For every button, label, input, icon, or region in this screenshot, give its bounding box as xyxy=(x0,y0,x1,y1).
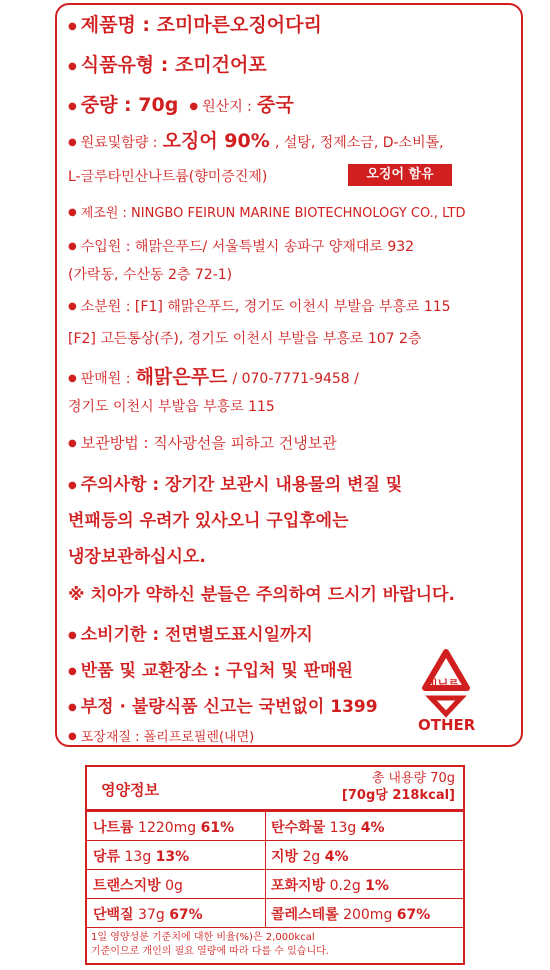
importer-line1: ● 수입원 : 해맑은푸드/ 서울특별시 송파구 양재대로 932 xyxy=(68,236,414,256)
packaging: ● 포장재질 : 폴리프로필렌(내면) xyxy=(68,726,254,745)
nutrient-name: 지방 xyxy=(271,849,299,865)
nutrient-pct: 67% xyxy=(169,907,203,923)
nutrient-name: 콜레스테롤 xyxy=(271,907,339,923)
origin-value: 중국 xyxy=(256,94,294,116)
nutrient-name: 단백질 xyxy=(93,907,134,923)
exchange: ● 반품 및 교환장소 : 구입처 및 판매원 xyxy=(68,656,353,681)
nutrition-header xyxy=(87,767,463,812)
seller-address: 경기도 이천시 부발읍 부흥로 115 xyxy=(68,399,275,415)
nutrient-amount: 0.2g xyxy=(329,878,361,894)
nutrient-name: 나트륨 xyxy=(93,820,134,836)
nutrient-amount: 200mg xyxy=(343,907,393,923)
nutrition-row xyxy=(87,841,463,870)
seller-name: 해맑은푸드 xyxy=(135,366,228,388)
nutrient-pct: 4% xyxy=(324,849,349,865)
ingredients-line2: L-글루타민산나트륨(향미증진제) xyxy=(68,169,268,185)
importer-line2: (가락동, 수산동 2층 72-1) xyxy=(68,267,233,283)
subdivider-line2: [F2] 고든통상(주), 경기도 이천시 부발읍 부흥로 107 2층 xyxy=(68,331,422,347)
nutrient-pct: 67% xyxy=(396,907,431,923)
nutrient-pct: 1% xyxy=(365,878,389,894)
ingredients-line xyxy=(68,126,444,153)
subdivider-line1: ● 소분원 : [F1] 해맑은푸드, 경기도 이천시 부발읍 부흥로 115 xyxy=(68,296,451,316)
nutrition-row xyxy=(87,812,463,841)
weight-origin-line xyxy=(68,90,294,117)
nutrient-amount: 0g xyxy=(165,878,183,894)
nutrient-name: 탄수화물 xyxy=(271,820,326,836)
ingredients-main: 오징어 90% xyxy=(162,130,270,152)
nutrient-pct: 13% xyxy=(155,849,190,865)
nutrient-name: 트랜스지방 xyxy=(93,878,161,894)
recycle-label: 비닐류 xyxy=(427,678,459,691)
weight: ● 중량 : 70g xyxy=(68,94,178,116)
nutrient-amount: 37g xyxy=(138,907,165,923)
nutrient-name: 포화지방 xyxy=(271,878,326,894)
nutrition-title: 영양정보 xyxy=(101,781,159,799)
ingredients-label: ● 원료및함량 : xyxy=(68,135,158,151)
nutrition-footnote xyxy=(91,931,329,959)
ingredients-rest: , 설탕, 정제소금, D-소비톨, xyxy=(274,135,444,151)
nutrient-amount: 1220mg xyxy=(138,820,197,836)
footnote-line2: 기준이므로 개인의 필요 열량에 따라 다를 수 있습니다. xyxy=(91,946,329,957)
cell-divider xyxy=(265,870,266,898)
contains-badge: 오징어 함유 xyxy=(348,164,452,186)
seller-phone: / 070-7771-9458 / xyxy=(232,371,359,387)
nutrition-table xyxy=(85,765,465,965)
note: ※ 치아가 약하신 분들은 주의하여 드시기 바랍니다. xyxy=(68,585,455,605)
nutrient-pct: 61% xyxy=(200,820,235,836)
caution-line1: ● 주의사항 : 장기간 보관시 내용물의 변질 및 xyxy=(68,470,402,495)
storage: ● 보관방법 : 직사광선을 피하고 건냉보관 xyxy=(68,432,337,453)
origin-label: ● 원산지 : xyxy=(189,99,251,115)
seller-label: ● 판매원 : xyxy=(68,371,130,387)
report: ● 부정 · 불량식품 신고는 국번없이 1399 xyxy=(68,692,378,717)
product-name: ● 제품명 : 조미마른오징어다리 xyxy=(68,10,322,37)
nutrition-row xyxy=(87,870,463,899)
cell-divider xyxy=(265,841,266,869)
nutrition-row xyxy=(87,899,463,928)
seller-line xyxy=(68,362,359,389)
nutrient-pct: 4% xyxy=(360,820,385,836)
nutrient-name: 당류 xyxy=(93,849,121,865)
caution-line2: 변패등의 우려가 있사오니 구입후에는 xyxy=(68,511,349,531)
cell-divider xyxy=(265,812,266,840)
footnote-line1: 1일 영양성분 기준치에 대한 비율(%)은 2,000kcal xyxy=(91,932,315,943)
nutrient-amount: 13g xyxy=(124,849,152,865)
food-type: ● 식품유형 : 조미건어포 xyxy=(68,50,267,77)
cell-divider xyxy=(265,899,266,927)
per-kcal: [70g당 218kcal] xyxy=(341,788,455,803)
manufacturer: ● 제조원 : NINGBO FEIRUN MARINE BIOTECHNOLOGY CO., LTD xyxy=(68,202,466,221)
nutrient-amount: 2g xyxy=(302,849,321,865)
recycle-other: OTHER xyxy=(418,716,476,734)
caution-line3: 냉장보관하십시오. xyxy=(68,547,206,567)
total-content: 총 내용량 70g xyxy=(371,771,455,786)
nutrition-total xyxy=(342,770,455,804)
expiry: ● 소비기한 : 전면별도표시일까지 xyxy=(68,620,313,645)
nutrient-amount: 13g xyxy=(329,820,357,836)
